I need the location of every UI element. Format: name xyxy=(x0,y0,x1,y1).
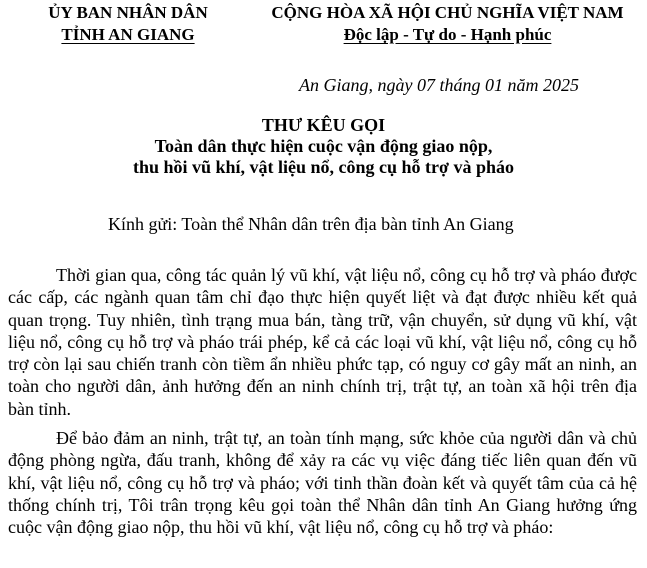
document-subject-line1: Toàn dân thực hiện cuộc vận động giao nộp, xyxy=(154,136,493,156)
agency-province xyxy=(28,24,228,46)
agency-province-text: TỈNH AN GIANG xyxy=(61,25,195,44)
body-paragraph-2: Để bảo đảm an ninh, trật tự, an toàn tính mạng, sức khỏe của người dân và chủ động phòng ngừa, đấu tranh, không để xảy ra các vụ việc đáng tiếc liên quan đến vũ khí, vật liệu nổ, công cụ hỗ trợ và pháo; với tinh thần đoàn kết và quyết tâm của cả hệ thống chính trị, Tôi trân trọng kêu gọi toàn thể Nhân dân tỉnh An Giang hưởng ứng cuộc vận động giao nộp, thu hồi vũ khí, vật liệu nổ, công cụ hỗ trợ và pháo: xyxy=(8,428,637,538)
document-subject-line2: thu hồi vũ khí, vật liệu nổ, công cụ hỗ trợ và pháo xyxy=(132,157,515,177)
nation-motto-line xyxy=(256,24,639,46)
issuing-agency xyxy=(28,2,228,46)
nation-motto: Độc lập - Tự do - Hạnh phúc xyxy=(343,25,552,44)
document-type: THƯ KÊU GỌI xyxy=(261,115,386,135)
national-header xyxy=(256,2,639,46)
body-paragraph-1: Thời gian qua, công tác quản lý vũ khí, vật liệu nổ, công cụ hỗ trợ và pháo được các cấp, các ngành quan tâm chỉ đạo thực hiện quyết liệt và đạt được nhiều kết quả quan trọng. Tuy nhiên, tình trạng mua bán, tàng trữ, vận chuyển, sử dụng vũ khí, vật liệu nổ, công cụ hỗ trợ và pháo trái phép, kể cả các loại vũ khí, vật liệu nổ, công cụ hỗ trợ còn lại sau chiến tranh còn tiềm ẩn nhiều phức tạp, có nguy cơ gây mất an ninh, an toàn cho người dân, ảnh hưởng đến an ninh chính trị, trật tự, an toàn xã hội trên địa bàn tỉnh. xyxy=(8,265,637,419)
nation-title: CỘNG HÒA XÃ HỘI CHỦ NGHĨA VIỆT NAM xyxy=(271,3,624,22)
date-line: An Giang, ngày 07 tháng 01 năm 2025 xyxy=(299,75,579,95)
greeting: Kính gửi: Toàn thể Nhân dân trên địa bàn tỉnh An Giang xyxy=(108,214,514,234)
agency-name: ỦY BAN NHÂN DÂN xyxy=(48,3,208,22)
document-title-block xyxy=(0,115,647,178)
